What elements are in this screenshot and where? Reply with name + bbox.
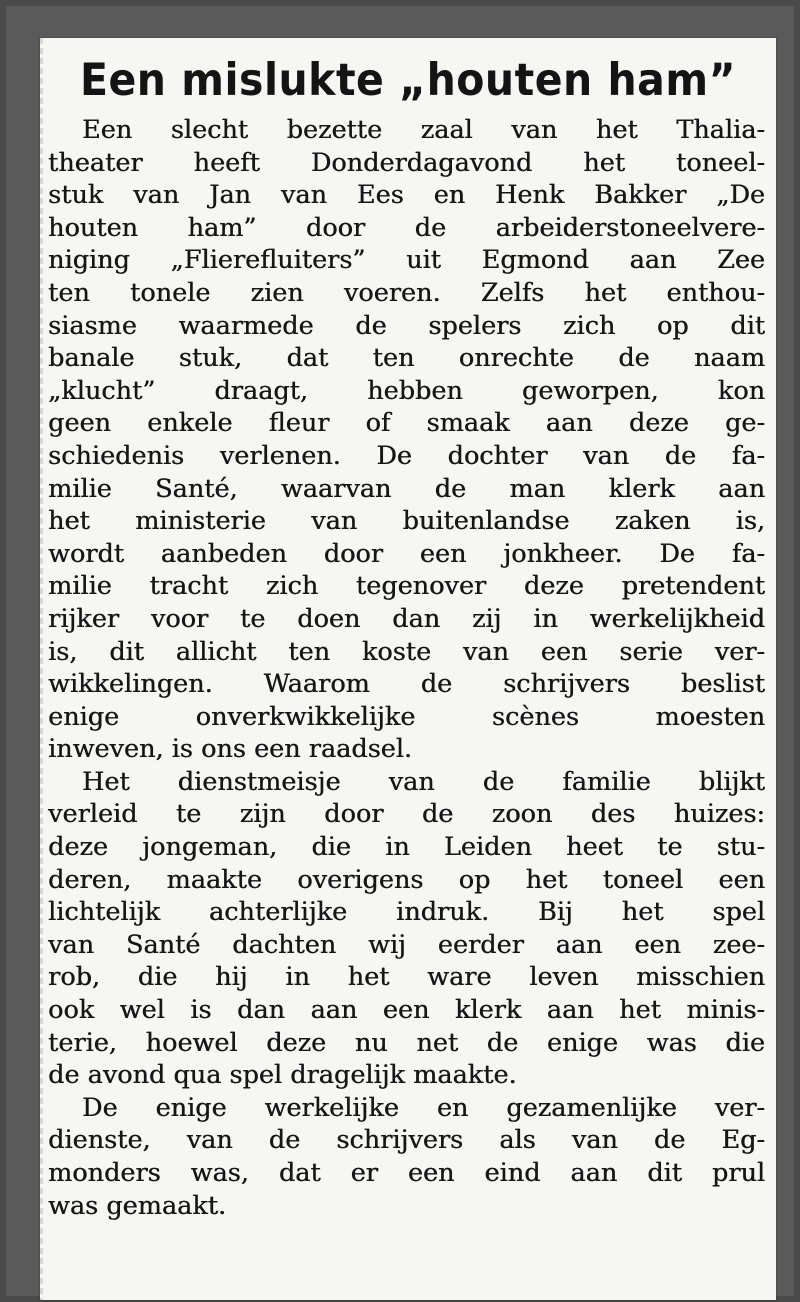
text-line: houten ham” door de arbeiderstoneelvere- bbox=[48, 212, 765, 243]
text-line: Het dienstmeisje van de familie blijkt bbox=[82, 766, 765, 797]
text-line: rijker voor te doen dan zij in werkelijkheid bbox=[48, 603, 765, 634]
text-line: lichtelijk achterlijke indruk. Bij het spel bbox=[48, 897, 765, 928]
text-line: enige onverkwikkelijke scènes moesten bbox=[48, 701, 765, 732]
torn-edge bbox=[40, 38, 43, 1300]
text-line: monders was, dat er een eind aan dit prul bbox=[48, 1158, 765, 1188]
text-line: milie Santé, waarvan de man klerk aan bbox=[48, 473, 765, 504]
text-line: rob, die hij in het ware leven misschien bbox=[48, 962, 765, 993]
photo-background bbox=[6, 6, 794, 1296]
text-line: banale stuk, dat ten onrechte de naam bbox=[48, 343, 765, 374]
text-line: milie tracht zich tegenover deze pretendent bbox=[48, 571, 765, 602]
text-line: verleid te zijn door de zoon des huizes: bbox=[48, 799, 765, 830]
newspaper-clipping bbox=[40, 38, 776, 1300]
text-line: wikkelingen. Waarom de schrijvers beslist bbox=[48, 669, 765, 700]
headline: Een mislukte „houten ham” bbox=[79, 54, 737, 106]
text-line: ten tonele zien voeren. Zelfs het enthou- bbox=[48, 277, 765, 308]
text-line: van Santé dachten wij eerder aan een zee- bbox=[48, 929, 765, 960]
text-line: terie, hoewel deze nu net de enige was die bbox=[48, 1027, 765, 1058]
text-line: de avond qua spel dragelijk maakte. bbox=[48, 1060, 517, 1091]
text-line: Een slecht bezette zaal van het Thalia- bbox=[82, 115, 765, 145]
text-line: wordt aanbeden door een jonkheer. De fa- bbox=[48, 538, 765, 569]
text-line: theater heeft Donderdagavond het toneel- bbox=[48, 147, 765, 178]
text-line: deren, maakte overigens op het toneel een bbox=[48, 864, 765, 895]
text-line: niging „Flierefluiters” uit Egmond aan Zee bbox=[48, 245, 765, 276]
text-line: ook wel is dan aan een klerk aan het minis- bbox=[48, 995, 765, 1026]
text-line: inweven, is ons een raadsel. bbox=[48, 734, 413, 765]
text-line: „klucht” draagt, hebben geworpen, kon bbox=[48, 375, 765, 406]
text-line: schiedenis verlenen. De dochter van de fa- bbox=[48, 440, 765, 471]
article-body bbox=[48, 114, 765, 1222]
text-line: geen enkele fleur of smaak aan deze ge- bbox=[48, 408, 765, 439]
text-line: dienste, van de schrijvers als van de Eg- bbox=[48, 1125, 765, 1156]
text-line: het ministerie van buitenlandse zaken is, bbox=[48, 506, 765, 537]
text-line: deze jongeman, die in Leiden heet te stu- bbox=[48, 832, 765, 863]
text-line: De enige werkelijke en gezamenlijke ver- bbox=[82, 1092, 765, 1123]
text-line: stuk van Jan van Ees en Henk Bakker „De bbox=[48, 180, 765, 211]
text-line: siasme waarmede de spelers zich op dit bbox=[48, 310, 765, 341]
text-line: was gemaakt. bbox=[48, 1190, 227, 1221]
text-line: is, dit allicht ten koste van een serie ver- bbox=[48, 636, 765, 667]
